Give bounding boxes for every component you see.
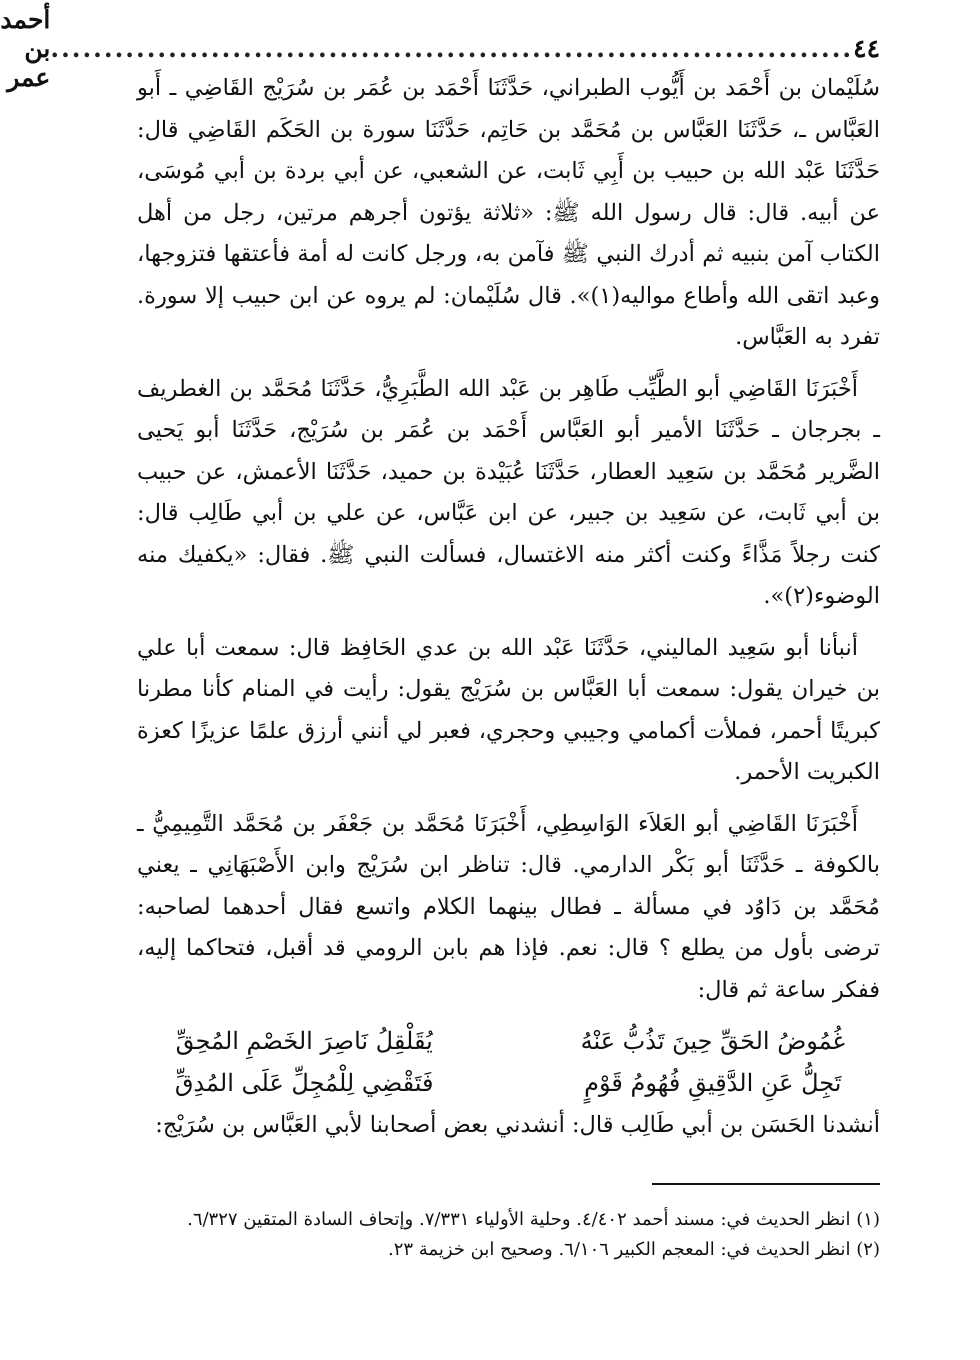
footnote-2: (٢) انظر الحديث في: المعجم الكبير ٦/١٠٦. وصحيح ابن خزيمة ٢٣. — [388, 1239, 880, 1260]
main-text — [137, 68, 880, 1157]
verse-1-second-hemistich: يُقَلْقِلُ نَاصِرَ الخَصْمِ المُحِقِّ — [175, 1027, 433, 1056]
verse-1-first-hemistich: غُمُوضُ الحَقِّ حِينَ تَذُبُّ عَنْهُ — [580, 1027, 846, 1056]
header-leader-dots: ........................................................................... — [50, 33, 854, 63]
verse-2-first-hemistich: تَجِلُّ عَنِ الدَّقِيقِ فُهُومُ قَوْمٍ — [584, 1069, 842, 1098]
page-header — [0, 4, 880, 92]
verse-2-second-hemistich: فَتَقْضِي لِلْمُجِلِّ عَلَى المُدِقِّ — [174, 1069, 434, 1098]
paragraph-3: أنبأنا أبو سَعِيد الماليني، حَدَّثَنَا عَبْد الله بن عدي الحَافِظ قال: سمعت أبا علي بن خيران يقول: سمعت أبا العَبَّاس بن سُرَيْج يقول: رأيت في المنام كأنا مطرنا كبريتًا أحمر، فملأت أكمامي وجيبي وحجري، فعبر لي أنني أرزق علمًا عزيزًا كعزة الكبريت الأحمر. — [137, 634, 880, 785]
paragraph-2: أَخْبَرَنَا القَاضِي أبو الطَّيِّب طَاهِر بن عَبْد الله الطَّبَرِيُّ، حَدَّثَنَا مُحَمَّد بن الغطريف ـ بجرجان ـ حَدَّثَنَا الأمير أبو العَبَّاس أَحْمَد بن عُمَر بن سُرَيْج، حَدَّثَنَا أبو يَحيى الضَّرير مُحَمَّد بن سَعِيد العطار، حَدَّثَنَا عُبَيْدة بن حميد، حَدَّثَنَا الأعمش، عن حبيب بن أبي ثَابت، عن سَعِيد بن جبير، عن ابن عَبَّاس، عن علي بن أبي طَالِب قال: كنت رجلاً مَذَّاءً وكنت أكثر منه الاغتسال، فسألت النبي ﷺ. فقال: «يكفيك منه الوضوء(٢)». — [137, 375, 880, 609]
running-title: أحمد بن عمر — [0, 4, 51, 92]
poem — [137, 1021, 880, 1105]
footnotes — [137, 1205, 880, 1265]
footnote-separator — [652, 1183, 880, 1185]
page-number: ٤٤ — [853, 33, 880, 63]
paragraph-1: سُلَيْمان بن أَحْمَد بن أَيُّوب الطبراني، حَدَّثَنَا أَحْمَد بن عُمَر بن سُرَيْج القَاضِي ـ أَبو العَبَّاس ـ، حَدَّثَنَا العَبَّاس بن مُحَمَّد بن حَاتِم، حَدَّثَنَا سورة بن الحَكَم القَاضِي قال: حَدَّثَنَا عَبْد الله بن حبيب بن أَبِي ثَابت، عن الشعبي، عن أبي بردة بن أبي مُوسَى، عن أبيه. قال: قال رسول الله ﷺ: «ثلاثة يؤتون أجرهم مرتين، رجل من أهل الكتاب آمن بنبيه ثم أدرك النبي ﷺ فآمن به، ورجل كانت له أمة فأعتقها فتزوجها، وعبد اتقى الله وأطاع مواليه(١)». قال سُلَيْمان: لم يروه عن ابن حبيب إلا سورة. تفرد به العَبَّاس. — [137, 75, 881, 350]
footnote-1: (١) انظر الحديث في: مسند أحمد ٤/٤٠٢. وحلية الأولياء ٧/٣٣١. وإتحاف السادة المتقين ٦/٣٢٧. — [187, 1209, 880, 1230]
paragraph-4: أَخْبَرَنَا القَاضِي أبو العَلاَء الوَاسِطِي، أَخْبَرَنَا مُحَمَّد بن جَعْفَر بن مُحَمَّد التَّمِيمِيُّ ـ بالكوفة ـ حَدَّثَنَا أبو بَكْر الدارمي. قال: تناظر ابن سُرَيْج وابن الأَصْبَهَانِي ـ يعني مُحَمَّد بن دَاوُد في مسألة ـ فطال بينهما الكلام واتسع فقال أحدهما لصاحبه: ترضى بأول من يطلع ؟ قال: نعم. فإذا هم بابن الرومي قد أقبل، فتحاكما إليه، ففكر ساعة ثم قال: — [137, 810, 880, 1003]
poem-verse-1 — [137, 1021, 880, 1063]
after-poem-line: أنشدنا الحَسَن بن أبي طَالِب قال: أنشدني بعض أصحابنا لأبي العَبَّاس بن سُرَيْج: — [155, 1112, 880, 1138]
poem-verse-2 — [137, 1063, 880, 1105]
